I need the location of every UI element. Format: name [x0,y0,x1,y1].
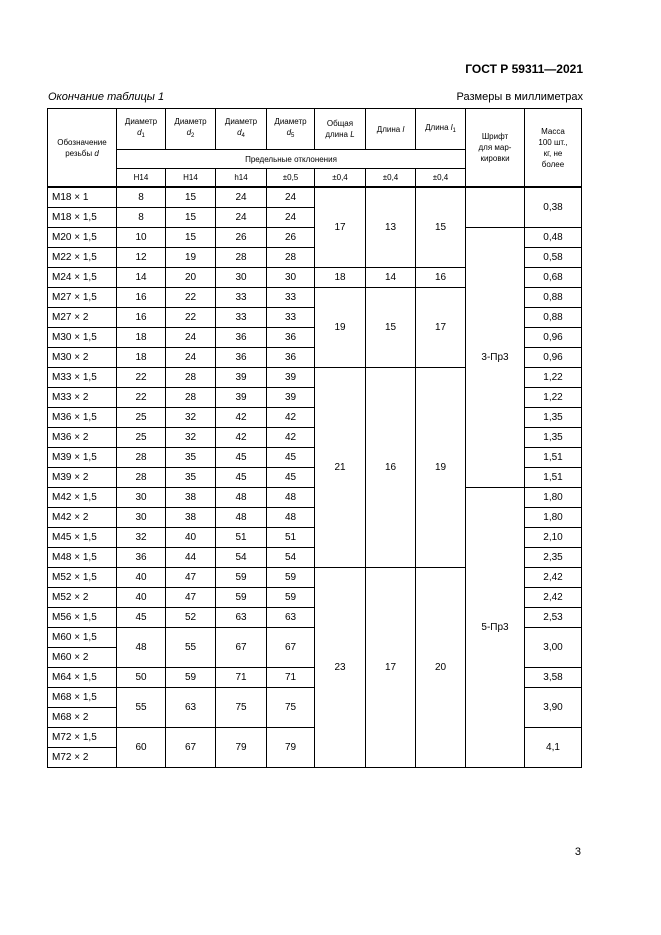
tolerance-d4: h14 [216,169,267,188]
d1-cell: 32 [117,528,166,548]
d4-cell: 39 [216,388,267,408]
d2-cell: 19 [166,248,216,268]
d1-cell: 40 [117,588,166,608]
d2-cell: 32 [166,428,216,448]
d1-cell: 10 [117,228,166,248]
d5-cell: 33 [267,288,315,308]
d5-cell: 24 [267,187,315,208]
d5-cell: 45 [267,468,315,488]
thread-cell: M68 × 1,5 [48,688,117,708]
mass-cell: 0,38 [525,187,582,228]
table-row [48,187,582,208]
d5-cell: 30 [267,268,315,288]
d5-cell: 26 [267,228,315,248]
d5-cell: 48 [267,508,315,528]
d2-cell: 15 [166,208,216,228]
d2-cell: 28 [166,368,216,388]
mass-cell: 3,90 [525,688,582,728]
d2-cell: 24 [166,348,216,368]
header-total-length: Общая длина L [315,109,366,150]
mass-cell: 2,53 [525,608,582,628]
mass-cell: 1,22 [525,368,582,388]
total-length-cell: 17 [315,187,366,268]
d4-cell: 28 [216,248,267,268]
length-l-cell: 16 [366,368,416,568]
d2-cell: 15 [166,187,216,208]
d5-cell: 28 [267,248,315,268]
mass-cell: 2,35 [525,548,582,568]
d4-cell: 26 [216,228,267,248]
header-mass: Масса 100 шт., кг, не более [525,109,582,188]
d4-cell: 75 [216,688,267,728]
thread-cell: M52 × 1,5 [48,568,117,588]
d4-cell: 42 [216,408,267,428]
d2-cell: 35 [166,448,216,468]
mass-cell: 2,10 [525,528,582,548]
length-l-cell: 17 [366,568,416,768]
d5-cell: 42 [267,408,315,428]
length-l1-cell: 15 [416,187,466,268]
mass-cell: 1,51 [525,468,582,488]
total-length-cell: 23 [315,568,366,768]
d1-cell: 40 [117,568,166,588]
d1-cell: 22 [117,368,166,388]
d1-cell: 22 [117,388,166,408]
length-l1-cell: 20 [416,568,466,768]
d1-cell: 45 [117,608,166,628]
d1-cell: 30 [117,508,166,528]
d2-cell: 52 [166,608,216,628]
d5-cell: 71 [267,668,315,688]
d2-cell: 47 [166,588,216,608]
thread-cell: M24 × 1,5 [48,268,117,288]
thread-cell: M20 × 1,5 [48,228,117,248]
total-length-cell: 19 [315,288,366,368]
d2-cell: 28 [166,388,216,408]
d1-cell: 55 [117,688,166,728]
d4-cell: 45 [216,468,267,488]
mass-cell: 0,58 [525,248,582,268]
d2-cell: 59 [166,668,216,688]
d2-cell: 24 [166,328,216,348]
d5-cell: 24 [267,208,315,228]
d2-cell: 47 [166,568,216,588]
header-d2: Диаметр $d_2$ [166,109,216,150]
thread-cell: M52 × 2 [48,588,117,608]
page-number: 3 [574,846,581,858]
d4-cell: 24 [216,187,267,208]
header-deviations: Предельные отклонения [117,150,466,169]
thread-cell: M45 × 1,5 [48,528,117,548]
thread-cell: M72 × 2 [48,748,117,768]
d5-cell: 39 [267,388,315,408]
thread-cell: M72 × 1,5 [48,728,117,748]
d2-cell: 20 [166,268,216,288]
d4-cell: 67 [216,628,267,668]
header-thread: Обозначение резьбы d [48,109,117,188]
total-length-cell: 18 [315,268,366,288]
header-marking-font: Шрифт для мар- кировки [466,109,525,188]
d5-cell: 42 [267,428,315,448]
thread-cell: M39 × 2 [48,468,117,488]
d4-cell: 42 [216,428,267,448]
length-l1-cell: 19 [416,368,466,568]
d5-cell: 51 [267,528,315,548]
d1-cell: 16 [117,308,166,328]
header-length-l: Длина l [366,109,416,150]
length-l1-cell: 17 [416,288,466,368]
d2-cell: 55 [166,628,216,668]
total-length-cell: 21 [315,368,366,568]
d4-cell: 30 [216,268,267,288]
mass-cell: 0,96 [525,328,582,348]
mass-cell: 1,51 [525,448,582,468]
d5-cell: 54 [267,548,315,568]
tolerance-d1: H14 [117,169,166,188]
thread-cell: M22 × 1,5 [48,248,117,268]
thread-cell: M18 × 1,5 [48,208,117,228]
mass-cell: 0,96 [525,348,582,368]
thread-cell: M56 × 1,5 [48,608,117,628]
thread-cell: M42 × 1,5 [48,488,117,508]
d4-cell: 79 [216,728,267,768]
d4-cell: 51 [216,528,267,548]
d4-cell: 24 [216,208,267,228]
d1-cell: 60 [117,728,166,768]
mass-cell: 1,80 [525,488,582,508]
d2-cell: 22 [166,308,216,328]
marking-font-cell: 3-Пр3 [466,228,525,488]
standard-designation: ГОСТ Р 59311—2021 [465,62,583,76]
d4-cell: 48 [216,488,267,508]
mass-cell: 0,68 [525,268,582,288]
table-continuation-caption: Окончание таблицы 1 [48,91,165,103]
tolerance-l: ±0,4 [366,169,416,188]
thread-cell: M39 × 1,5 [48,448,117,468]
d1-cell: 25 [117,408,166,428]
mass-cell: 3,58 [525,668,582,688]
thread-cell: M30 × 1,5 [48,328,117,348]
d5-cell: 36 [267,328,315,348]
mass-cell: 2,42 [525,588,582,608]
tolerance-d2: H14 [166,169,216,188]
marking-font-cell: 5-Пр3 [466,488,525,768]
d5-cell: 75 [267,688,315,728]
thread-cell: M27 × 2 [48,308,117,328]
d5-cell: 33 [267,308,315,328]
d4-cell: 45 [216,448,267,468]
d1-cell: 50 [117,668,166,688]
d5-cell: 63 [267,608,315,628]
d1-cell: 28 [117,448,166,468]
d1-cell: 36 [117,548,166,568]
header-d4: Диаметр $d_4$ [216,109,267,150]
tolerance-l1: ±0,4 [416,169,466,188]
d5-cell: 48 [267,488,315,508]
mass-cell: 1,35 [525,408,582,428]
d5-cell: 79 [267,728,315,768]
d4-cell: 71 [216,668,267,688]
thread-cell: M36 × 1,5 [48,408,117,428]
d4-cell: 48 [216,508,267,528]
d5-cell: 45 [267,448,315,468]
thread-cell: M36 × 2 [48,428,117,448]
d2-cell: 22 [166,288,216,308]
d5-cell: 36 [267,348,315,368]
d4-cell: 54 [216,548,267,568]
d2-cell: 40 [166,528,216,548]
thread-cell: M68 × 2 [48,708,117,728]
thread-cell: M60 × 2 [48,648,117,668]
d1-cell: 16 [117,288,166,308]
tolerance-d5: ±0,5 [267,169,315,188]
d1-cell: 8 [117,187,166,208]
d1-cell: 18 [117,328,166,348]
length-l1-cell: 16 [416,268,466,288]
header-length-l1: Длина $l_1$ [416,109,466,150]
d5-cell: 59 [267,588,315,608]
mass-cell: 0,88 [525,308,582,328]
thread-cell: M60 × 1,5 [48,628,117,648]
thread-cell: M30 × 2 [48,348,117,368]
thread-cell: M33 × 2 [48,388,117,408]
length-l-cell: 15 [366,288,416,368]
thread-cell: M18 × 1 [48,187,117,208]
d4-cell: 39 [216,368,267,388]
mass-cell: 2,42 [525,568,582,588]
mass-cell: 1,22 [525,388,582,408]
d2-cell: 38 [166,488,216,508]
marking-font-empty-cell [466,187,525,228]
d5-cell: 67 [267,628,315,668]
d2-cell: 35 [166,468,216,488]
mass-cell: 3,00 [525,628,582,668]
d1-cell: 48 [117,628,166,668]
thread-cell: M64 × 1,5 [48,668,117,688]
thread-cell: M27 × 1,5 [48,288,117,308]
mass-cell: 1,80 [525,508,582,528]
d2-cell: 44 [166,548,216,568]
d1-cell: 28 [117,468,166,488]
d2-cell: 63 [166,688,216,728]
d4-cell: 59 [216,588,267,608]
d1-cell: 14 [117,268,166,288]
tolerance-L: ±0,4 [315,169,366,188]
d1-cell: 30 [117,488,166,508]
d1-cell: 18 [117,348,166,368]
d1-cell: 8 [117,208,166,228]
length-l-cell: 13 [366,187,416,268]
d4-cell: 63 [216,608,267,628]
dimensions-table [47,108,582,768]
d4-cell: 36 [216,328,267,348]
thread-cell: M42 × 2 [48,508,117,528]
mass-cell: 4,1 [525,728,582,768]
d2-cell: 38 [166,508,216,528]
units-caption: Размеры в миллиметрах [456,91,583,103]
d4-cell: 36 [216,348,267,368]
thread-cell: M48 × 1,5 [48,548,117,568]
header-d1: Диаметр $d_1$ [117,109,166,150]
mass-cell: 1,35 [525,428,582,448]
d2-cell: 67 [166,728,216,768]
d4-cell: 59 [216,568,267,588]
header-d5: Диаметр $d_5$ [267,109,315,150]
d1-cell: 25 [117,428,166,448]
thread-cell: M33 × 1,5 [48,368,117,388]
mass-cell: 0,48 [525,228,582,248]
mass-cell: 0,88 [525,288,582,308]
d2-cell: 32 [166,408,216,428]
d4-cell: 33 [216,288,267,308]
d4-cell: 33 [216,308,267,328]
d5-cell: 59 [267,568,315,588]
d2-cell: 15 [166,228,216,248]
d1-cell: 12 [117,248,166,268]
length-l-cell: 14 [366,268,416,288]
d5-cell: 39 [267,368,315,388]
